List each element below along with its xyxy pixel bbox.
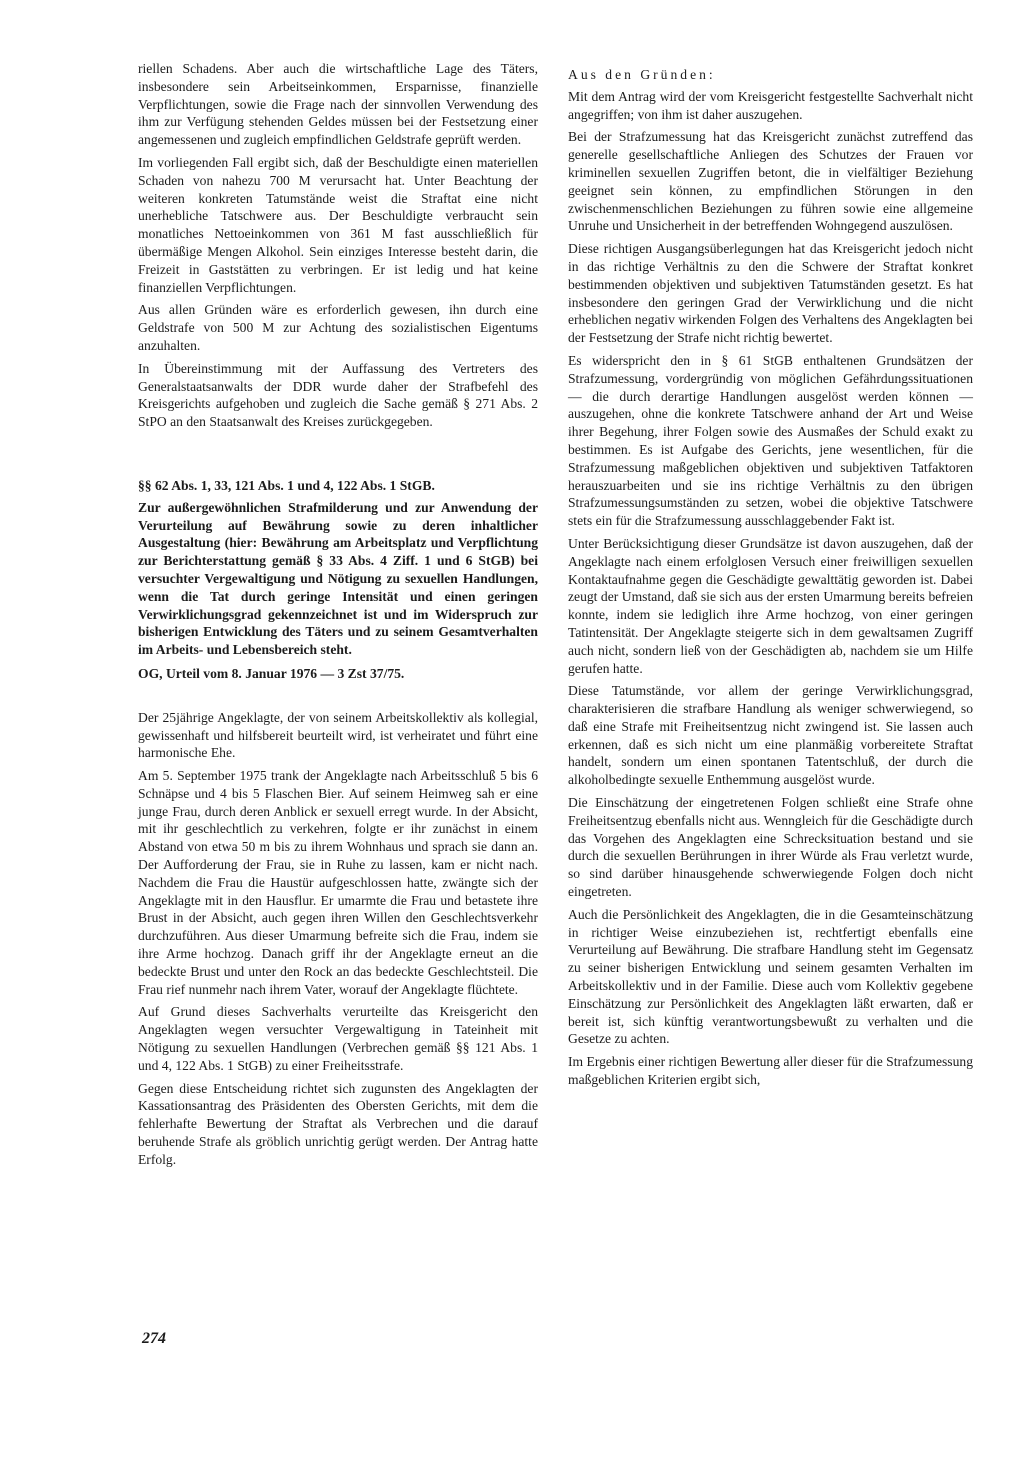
paragraph: Es widerspricht den in § 61 StGB enthaltenen Grundsätzen der Strafzumessung, vordergründig von möglichen Gefährdungssituationen — die durch derartige Handlungen ausgelöst werden können — auszugehen, ohne die konkrete Tatschwere anhand der Art und Weise ihrer Begehung, ihrer Folgen sowie des Ausmaßes der Schuld exakt zu bestimmen. Es ist Aufgabe des Gerichts, jene wesentlichen, für die Strafzumessung maßgeblichen objektiven und subjektiven Tatfaktoren herauszuarbeiten und sie ins richtige Verhältnis zu den übrigen Strafzumessungsumständen zu setzen, wobei die objektive Tatschwere stets ein für die Strafzumessung ausschlaggebender Fakt ist. — [568, 352, 973, 529]
decision-reference: OG, Urteil vom 8. Januar 1976 — 3 Zst 37/75. — [138, 665, 405, 681]
headnote: Zur außergewöhnlichen Strafmilderung und zur Anwendung der Verurteilung auf Bewährung sowie zu deren inhaltlicher Ausgestaltung (hier: Bewährung am Arbeitsplatz und Verpflichtung zur Berichterstattung gemäß § 33 Abs. 4 Ziff. 1 und 6 StGB) bei versuchter Vergewaltigung und Nötigung zu sexuellen Handlungen, wenn die Tat durch geringe Intensität und einen geringen Verwirklichungsgrad gekennzeichnet ist und im Widerspruch zur bisherigen Entwicklung des Täters und zu seinem Gesamtverhalten im Arbeits- und Lebensbereich steht. — [138, 499, 538, 658]
paragraph: Diese Tatumstände, vor allem der geringe Verwirklichungsgrad, charakterisieren die strafbare Handlung als weniger schwerwiegend, so daß eine Strafe mit Freiheitsentzug nicht zwingend ist. Sie lassen auch erkennen, daß es sich nicht um eine planmäßig vorbereitete Straftat handelt, sondern um einen spontanen Tatentschluß, der durch die alkoholbedingte sexuelle Enthemmung ausgelöst wurde. — [568, 683, 973, 788]
paragraph: In Übereinstimmung mit der Auffassung des Vertreters des Generalstaatsanwalts der DDR wurde daher der Strafbefehl des Kreisgerichts aufgehoben und zugleich die Sache gemäß § 271 Abs. 2 StPO an den Staatsanwalt des Kreises zurückgegeben. — [138, 360, 538, 430]
paragraph: Gegen diese Entscheidung richtet sich zugunsten des Angeklagten der Kassationsantrag des Präsidenten des Obersten Gerichts, mit dem die fehlerhafte Bewertung der Straftat als Verbrechen und die darauf beruhende Strafe als gröblich unrichtig gerügt werden. Der Antrag hatte Erfolg. — [138, 1080, 538, 1167]
paragraph: riellen Schadens. Aber auch die wirtschaftliche Lage des Täters, insbesondere sein Arbeitseinkommen, Ersparnisse, finanzielle Verpflichtungen, sowie die Frage nach der sinnvollen Verwendung des ihm zur Verfügung stehenden Geldes müssen bei der Festsetzung einer angemessenen und zugleich empfindlichen Geldstrafe geprüft werden. — [138, 61, 538, 148]
paragraph: Bei der Strafzumessung hat das Kreisgericht zunächst zutreffend das generelle gesellschaftliche Anliegen des Schutzes der Frauen vor kriminellen sexuellen Zugriffen betont, die in vielfältiger Beziehung geeignet sein können, zu empfindlichen Störungen in den zwischenmenschlichen Beziehungen zu führen sowie eine allgemeine Unruhe und Unsicherheit in der betreffenden Wohngegend auszulösen. — [568, 129, 973, 234]
paragraph: Im Ergebnis einer richtigen Bewertung aller dieser für die Strafzumessung maßgeblichen Kriterien ergibt sich, — [568, 1054, 973, 1088]
right-column — [568, 60, 973, 1094]
left-column — [138, 60, 538, 1174]
paragraph: Diese richtigen Ausgangsüberlegungen hat das Kreisgericht jedoch nicht in das richtige Verhältnis zu den die Schwere der Straftat konkret bestimmenden objektiven und subjektiven Tatumständen gesetzt. Es hat insbesondere den geringen Grad der Verwirklichung und die nicht erheblichen negativ wirkenden Folgen des Verhaltens des Angeklagten bei der Festsetzung der Strafe nicht richtig bewertet. — [568, 241, 973, 346]
paragraph: Auch die Persönlichkeit des Angeklagten, die in die Gesamteinschätzung in richtiger Weise einzubeziehen ist, rechtfertigt ebenfalls eine Verurteilung auf Bewährung. Die strafbare Handlung steht im Gegensatz zu seiner bisherigen Entwicklung und seinem gesamten Verhalten im Arbeitskollektiv und in der Familie. Diese auch vom Kollektiv gegebene Einschätzung zur Persönlichkeit des Angeklagten läßt erwarten, daß er bereit ist, sich künftig verantwortungsbewußt zu verhalten und die Gesetze zu achten. — [568, 906, 973, 1047]
statute-citation-heading: §§ 62 Abs. 1, 33, 121 Abs. 1 und 4, 122 Abs. 1 StGB. — [138, 477, 435, 493]
paragraph: Unter Berücksichtigung dieser Grundsätze ist davon auszugehen, daß der Angeklagte nach einem erfolglosen Versuch einer freiwilligen sexuellen Kontaktaufnahme gegen die Geschädigte gewalttätig geworden ist. Dabei zeugt der Umstand, daß sie sich aus der ersten Umarmung bereits befreien konnte, indem sie lediglich ihre Arme hochzog, von einer geringen Tatintensität. Der Angeklagte steigerte sich in dem gewaltsamen Zugriff auch nicht, sondern ließ von der Geschädigten ab, nachdem sie um Hilfe gerufen hatte. — [568, 535, 973, 676]
paragraph: Mit dem Antrag wird der vom Kreisgericht festgestellte Sachverhalt nicht angegriffen; von ihm ist daher auszugehen. — [568, 88, 973, 122]
paragraph: Am 5. September 1975 trank der Angeklagte nach Arbeitsschluß 5 bis 6 Schnäpse und 4 bis 5 Flaschen Bier. Auf seinem Heimweg sah er eine junge Frau, durch deren Anblick er sexuell erregt wurde. In der Absicht, mit ihr geschlechtlich zu verkehren, folgte er ihr zunächst in einem Abstand von etwa 50 m bis zu ihrem Wohnhaus und sprach sie dann an. Der Aufforderung der Frau, sie in Ruhe zu lassen, kam er nicht nach. Nachdem die Frau die Haustür aufgeschlossen hatte, zwängte sich der Angeklagte mit in den Hausflur. Er umarmte die Frau und betastete ihre Brust in der Absicht, auch gegen ihren Willen den Geschlechtsverkehr durchzuführen. Aus dieser Umarmung befreite sich die Frau, indem sie ihre Arme hochzog. Danach griff ihr der Angeklagte erneut an die bedeckte Brust und unter den Rock an das bedeckte Geschlechtsteil. Die Frau rief nunmehr nach ihrem Vater, worauf der Angeklagte flüchtete. — [138, 768, 538, 997]
paragraph: Im vorliegenden Fall ergibt sich, daß der Beschuldigte einen materiellen Schaden von nahezu 700 M verursacht hat. Unter Beachtung der weiteren konkreten Tatumstände weist die Straftat eine nicht unerhebliche Tatschwere aus. Der Beschuldigte verbraucht sein monatliches Nettoeinkommen von 361 M fast ausschließlich für übermäßige Mengen Alkohol. Sein einziges Interesse besteht darin, die Freizeit in Gaststätten zu verbringen. Er ist ledig und hat keine finanziellen Verpflichtungen. — [138, 154, 538, 295]
paragraph: Aus allen Gründen wäre es erforderlich gewesen, ihn durch eine Geldstrafe von 500 M zur Achtung des sozialistischen Eigentums anzuhalten. — [138, 302, 538, 353]
paragraph: Die Einschätzung der eingetretenen Folgen schließt eine Strafe ohne Freiheitsentzug ebenfalls nicht aus. Wenngleich für die Geschädigte durch das Vorgehen des Angeklagten eine Schrecksituation bestand und sie durch die sexuellen Berührungen in ihrer Würde als Frau verletzt wurde, so sind darüber hinausgehende schwerwiegende Folgen doch nicht eingetreten. — [568, 795, 973, 900]
paragraph: Auf Grund dieses Sachverhalts verurteilte das Kreisgericht den Angeklagten wegen versuchter Vergewaltigung in Tateinheit mit Nötigung zu sexuellen Handlungen (Verbrechen gemäß §§ 121 Abs. 1 und 4, 122 Abs. 1 StGB) zu einer Freiheitsstrafe. — [138, 1004, 538, 1073]
paragraph: Der 25jährige Angeklagte, der von seinem Arbeitskollektiv als kollegial, gewissenhaft und hilfsbereit beurteilt wird, ist verheiratet und führt eine harmonische Ehe. — [138, 709, 538, 761]
page-number: 274 — [142, 1330, 166, 1347]
section-heading: Aus den Gründen: — [568, 67, 716, 82]
